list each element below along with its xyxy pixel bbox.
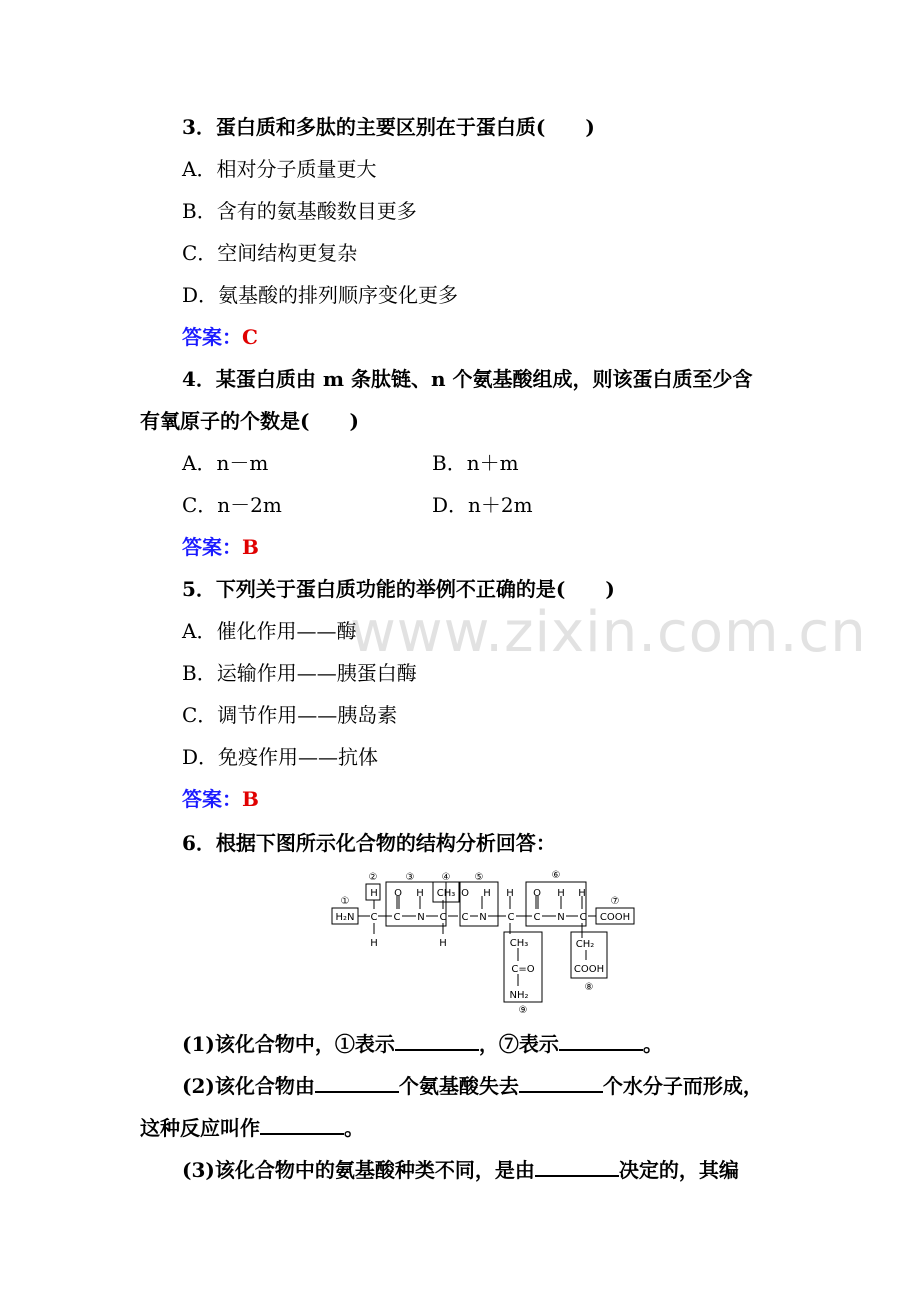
q3-option-d: D．氨基酸的排列顺序变化更多 [182, 283, 459, 307]
atom-c: C [507, 912, 515, 923]
label-num-8: ⑧ [584, 982, 594, 993]
label-num-5: ⑤ [474, 872, 484, 883]
label-num-2: ② [368, 872, 378, 883]
atom-c: C [461, 912, 469, 923]
q5-option-a: A．催化作用——酶 [182, 619, 357, 643]
answer-label: 答案： [182, 787, 242, 811]
q4-option-a: A．n－m [182, 451, 269, 475]
atom-o: O [461, 888, 469, 899]
atom-ch3: CH₃ [509, 938, 529, 949]
answer-blank[interactable] [535, 1157, 619, 1177]
q3-stem: 3．蛋白质和多肽的主要区别在于蛋白质( ) [182, 115, 595, 139]
q6-sub2-text-b: 个氨基酸失去 [398, 1074, 519, 1098]
answer-value: B [242, 787, 259, 811]
atom-h: H [557, 888, 565, 899]
q4-answer [182, 533, 259, 561]
q3-option-a: A．相对分子质量更大 [182, 157, 377, 181]
atom-c-eq-o: C=O [511, 964, 535, 975]
answer-blank[interactable] [559, 1031, 643, 1051]
atom-h: H [370, 938, 378, 949]
atom-h: H [506, 888, 514, 899]
q6-sub1-text-b: ，⑦表示 [478, 1032, 559, 1056]
q6-sub2-line2-text-a: 这种反应叫作 [140, 1116, 260, 1140]
q4-option-d: D．n＋2m [432, 493, 533, 517]
atom-c: C [393, 912, 401, 923]
answer-blank[interactable] [315, 1073, 399, 1093]
peptide-structure-diagram [320, 866, 640, 1018]
watermark: www.zixin.com.cn [350, 600, 867, 665]
q6-sub2-text-a: (2)该化合物由 [182, 1074, 315, 1098]
atom-n: N [557, 912, 565, 923]
label-num-7: ⑦ [610, 896, 620, 907]
q6-sub2-text-c: 个水分子而形成， [602, 1074, 763, 1098]
atom-ch3: CH₃ [436, 888, 456, 899]
atom-h: H [439, 938, 447, 949]
label-num-6: ⑥ [551, 870, 561, 881]
atom-n: N [479, 912, 487, 923]
atom-h: H [416, 888, 424, 899]
atom-h: H [370, 888, 378, 899]
q6-sub1 [182, 1030, 663, 1058]
q4-option-b: B．n＋m [432, 451, 519, 475]
atom-cooh: COOH [573, 964, 605, 975]
q4-stem-line1: 4．某蛋白质由 m 条肽链、n 个氨基酸组成，则该蛋白质至少含 [182, 367, 753, 391]
q5-option-d: D．免疫作用——抗体 [182, 745, 379, 769]
atom-o: O [533, 888, 541, 899]
answer-value: B [242, 535, 259, 559]
q6-sub2-line2 [140, 1114, 364, 1142]
q5-option-b: B．运输作用——胰蛋白酶 [182, 661, 417, 685]
q6-sub1-text-c: 。 [642, 1032, 663, 1056]
q5-option-c: C．调节作用——胰岛素 [182, 703, 398, 727]
q6-sub2 [182, 1072, 763, 1100]
answer-blank[interactable] [519, 1073, 603, 1093]
answer-label: 答案： [182, 535, 242, 559]
label-num-9: ⑨ [518, 1005, 528, 1016]
atom-o: O [394, 888, 402, 899]
atom-h2n: H₂N [335, 912, 355, 923]
q6-sub3-text-a: (3)该化合物中的氨基酸种类不同，是由 [182, 1158, 535, 1182]
q4-stem-line2: 有氧原子的个数是( ) [140, 409, 359, 433]
label-num-1: ① [340, 896, 350, 907]
q3-option-c: C．空间结构更复杂 [182, 241, 358, 265]
atom-h: H [578, 888, 586, 899]
label-num-3: ③ [405, 872, 415, 883]
answer-blank[interactable] [260, 1115, 344, 1135]
atom-n: N [417, 912, 425, 923]
atom-cooh: COOH [599, 912, 631, 923]
atom-c: C [439, 912, 447, 923]
q6-stem: 6．根据下图所示化合物的结构分析回答： [182, 831, 556, 855]
q3-answer [182, 323, 258, 351]
q6-sub2-line2-text-b: 。 [344, 1116, 364, 1140]
q6-sub1-text-a: (1)该化合物中，①表示 [182, 1032, 395, 1056]
atom-nh2: NH₂ [509, 990, 529, 1001]
atom-c: C [370, 912, 378, 923]
atom-ch2: CH₂ [575, 939, 595, 950]
answer-blank[interactable] [395, 1031, 479, 1051]
q5-stem: 5．下列关于蛋白质功能的举例不正确的是( ) [182, 577, 615, 601]
q5-answer [182, 785, 259, 813]
answer-label: 答案： [182, 325, 242, 349]
q4-option-c: C．n－2m [182, 493, 282, 517]
q6-sub3-text-b: 决定的，其编 [618, 1158, 739, 1182]
answer-value: C [242, 325, 258, 349]
label-num-4: ④ [441, 872, 451, 883]
q3-option-b: B．含有的氨基酸数目更多 [182, 199, 417, 223]
atom-h: H [483, 888, 491, 899]
q6-sub3 [182, 1156, 739, 1184]
atom-c: C [579, 912, 587, 923]
atom-c: C [533, 912, 541, 923]
